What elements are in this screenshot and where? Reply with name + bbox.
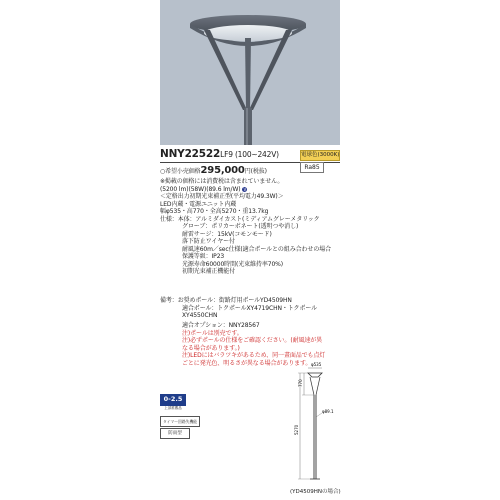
product-photo (160, 0, 340, 145)
info-circle-icon: V (243, 186, 247, 192)
drawing-caption: (YD4509HNの場合) (290, 489, 341, 495)
timer-icon: タイマー回路失機能 (160, 416, 200, 427)
color-temp-badge: 電球色(3000K) (300, 150, 340, 161)
mounting-height-label: 上部推薦品 (164, 406, 182, 410)
spec-line: 耐雷サージ：15kV(コモンモード) (182, 230, 272, 238)
spec-line: 適合ポール：トクポールXY4719CHN・トクポール (182, 304, 318, 312)
spec-line: 初期光束補正機能付 (182, 268, 236, 275)
dim-width-label: φ535 (311, 362, 322, 367)
spec-line (160, 186, 247, 193)
pole-dimension-diagram (260, 355, 340, 485)
spec-line: 適合オプション：NNY28567 (182, 322, 260, 329)
note-line: ごとに発光色、明るさが異なる場合があります。 (182, 359, 312, 367)
note-line: 注)LEDにはバラツキがあるため、同一畫面品でも点灯 (182, 352, 326, 359)
model-number (160, 148, 279, 160)
price-unit: 円(税抜) (244, 168, 267, 175)
spec-line: グローブ：ポリカーボネート(透明つや消し) (182, 223, 299, 230)
dim-head-height-label: 770 (298, 379, 303, 387)
spec-line: 備考：お奨めポール：街路灯用ポールYD4509HN (160, 297, 292, 304)
model-number-suffix: LF9 (100~242V) (220, 150, 279, 159)
spec-line: 幅φ535・高770・全高5270・重13.7kg (160, 208, 269, 215)
note-line: 注)ポールは別売です。 (182, 329, 243, 337)
price-amount: 295,000 (200, 165, 245, 176)
spec-line: ＜定格出力初期光束補正型(平均電力49.3W)＞ (160, 193, 284, 200)
price-line (160, 167, 267, 175)
spec-line-text: (5200 lm)(58W)(89.6 lm/W) (160, 185, 241, 193)
dimension-drawing (260, 355, 340, 485)
note-line: なる場合があります。) (182, 344, 240, 352)
spec-line: 仕様：本体：アルミダイカスト(ミディアムグレーメタリック (160, 215, 320, 223)
dim-pole-dia-label: φ89.1 (322, 409, 334, 414)
dim-total-height-label: 5270 (294, 424, 299, 435)
spec-line: LED内蔵・電源ユニット内蔵 (160, 200, 237, 208)
spec-line: 耐風速60m／sec仕様(適合ポールとの組み合わせの場合 (182, 245, 332, 253)
spec-line: 光源寿命60000時間(光束維持率70%) (182, 260, 284, 268)
price-prefix: ○希望小売価格 (160, 168, 201, 175)
model-number-main: NNY22522 (160, 148, 221, 160)
spec-line: 落下防止ワイヤー付 (182, 238, 235, 245)
note-line: 注)必ずポールの仕様をご確認ください。(耐風速が異 (182, 337, 323, 344)
spec-line: 保護等級：IP23 (182, 253, 225, 260)
rainproof-icon: 防雨型 (160, 428, 190, 439)
ra-badge: Ra85 (300, 162, 324, 173)
mounting-height-icon: 0-2.5 (160, 394, 186, 406)
spec-line: ※掲載の価格には消費税は含まれていません。 (160, 178, 284, 185)
street-light-illustration (160, 0, 340, 145)
spec-line: XY4550CHN (182, 312, 218, 319)
